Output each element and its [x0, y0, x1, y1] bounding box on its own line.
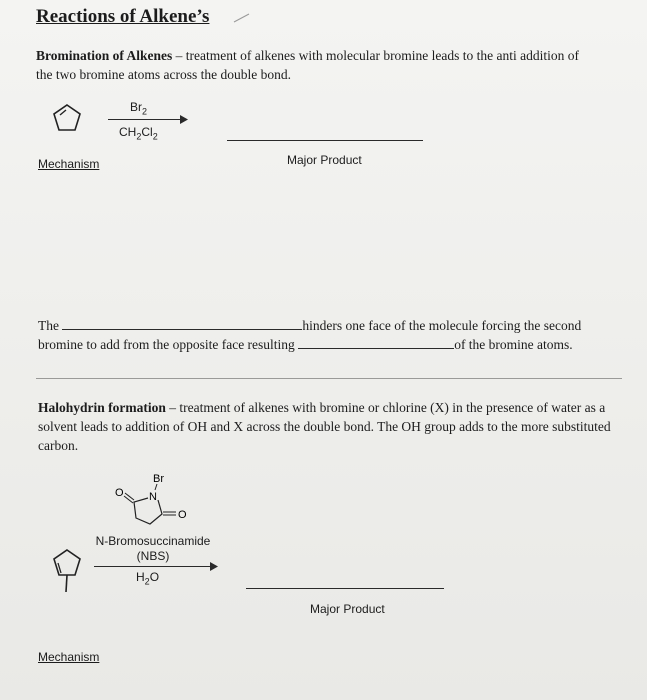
bromination-heading: Bromination of Alkenes: [36, 48, 173, 63]
bromination-description: [36, 46, 596, 84]
nbs-abbrev: (NBS): [136, 549, 170, 563]
arrow-head-icon: [180, 115, 188, 124]
major-product-label-2: Major Product: [310, 602, 385, 616]
answer-blank-2[interactable]: [298, 336, 454, 349]
product-blank-1[interactable]: [227, 140, 423, 141]
reagent-ch2cl2: $CH_2Cl_2$: [119, 125, 158, 142]
methylcyclopentene-structure: [50, 548, 84, 596]
heading-dash-2: –: [165, 400, 180, 415]
reagent-h2o: $H_2O$: [136, 570, 160, 587]
product-blank-2[interactable]: [246, 588, 444, 589]
halohydrin-heading: Halohydrin formation: [38, 400, 166, 415]
answer-blank-1[interactable]: [62, 317, 302, 330]
pencil-mark-icon: [232, 12, 252, 24]
arrow-head-icon-2: [210, 562, 218, 571]
halohydrin-description: [38, 398, 623, 455]
nbs-o-atom-2: O: [178, 509, 187, 521]
major-product-label-1: Major Product: [287, 153, 362, 167]
mechanism-label-2: Mechanism: [38, 650, 100, 664]
reaction-arrow-2: [94, 566, 212, 567]
fill1-after: hinders one face of the molecule forcing the second: [302, 318, 582, 333]
nbs-br-atom: Br: [153, 473, 164, 485]
fill-in-line-1: [38, 316, 581, 335]
mechanism-label-1: Mechanism: [38, 157, 100, 171]
nbs-name: N-Bromosuccinamide: [95, 534, 211, 548]
reaction-arrow-1: [108, 119, 184, 120]
fill2-before: bromine to add from the opposite face resulting: [38, 337, 295, 352]
reagent-br2: $Br_2$: [130, 100, 148, 117]
bromination-text: treatment of alkenes with molecular bromine leads to the anti addition of the two bromine atoms across the double bond.: [36, 48, 580, 82]
fill2-after: of the bromine atoms.: [454, 337, 573, 352]
nbs-structure: [112, 468, 192, 532]
section-divider: [36, 378, 622, 379]
halohydrin-text: treatment of alkenes with bromine or chlorine (X) in the presence of water as a solvent leads to addition of OH and X across the double bond. The OH group adds to the more substituted carbon.: [38, 400, 611, 453]
page-title: Reactions of Alkene’s: [36, 6, 210, 27]
heading-dash: –: [172, 48, 186, 63]
fill1-before: The: [38, 318, 59, 333]
nbs-o-atom-1: O: [115, 487, 124, 499]
fill-in-line-2: [38, 335, 573, 354]
cyclopentene-structure: [52, 104, 82, 134]
nbs-n-atom: N: [149, 491, 157, 503]
